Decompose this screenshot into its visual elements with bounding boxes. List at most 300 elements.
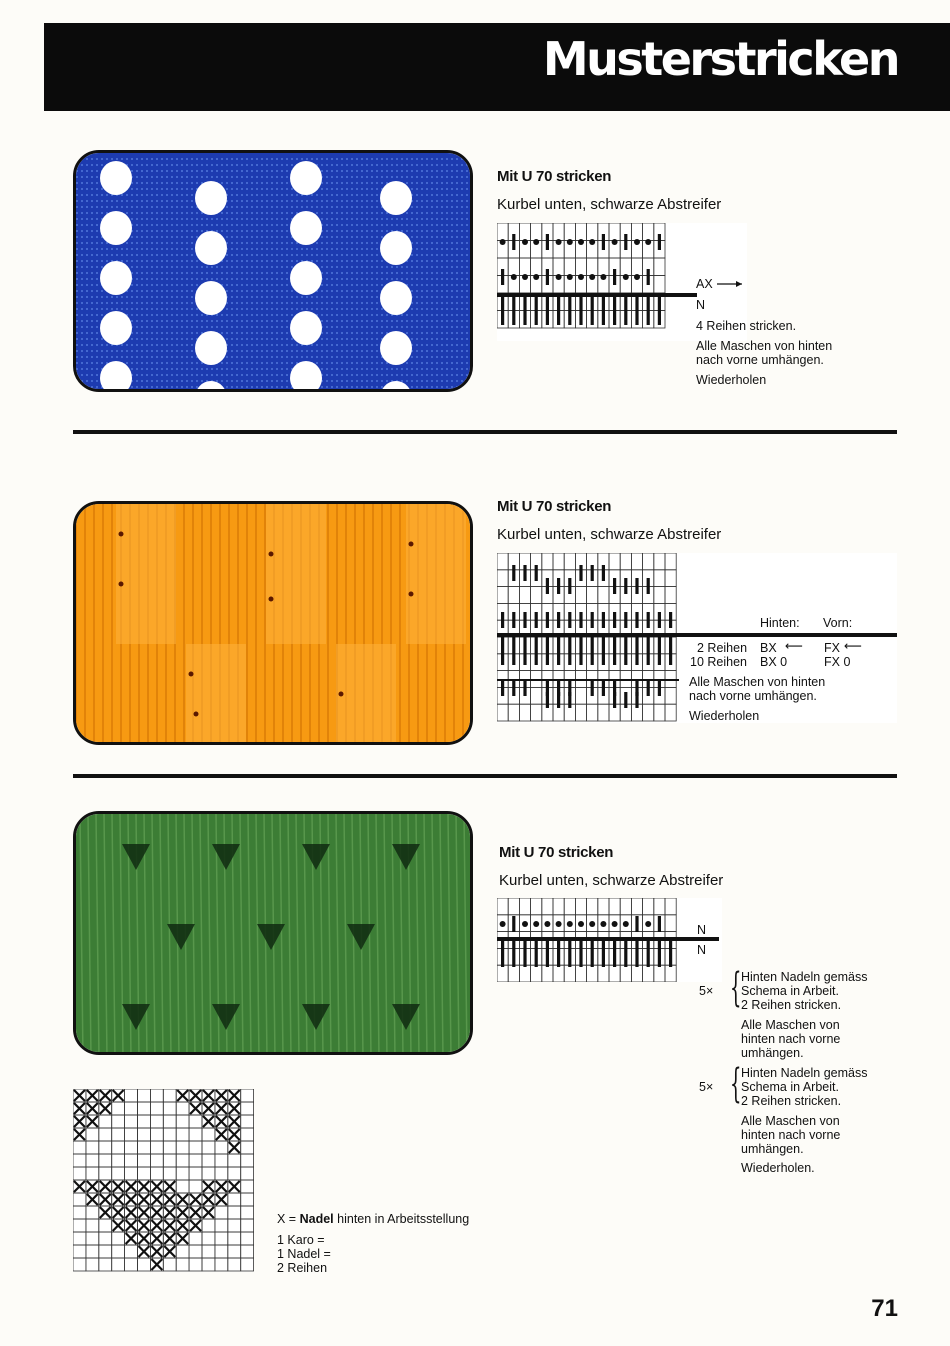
chart2-cell [564, 553, 575, 570]
lace-hole [290, 161, 322, 195]
chart2-cell [531, 687, 542, 704]
chart1-row2-bar [647, 269, 650, 285]
lace-hole [380, 181, 412, 215]
after2-line-3: umhängen. [741, 1142, 804, 1156]
row1-vorn: FX [824, 641, 840, 655]
chart2-row3-bar [535, 612, 538, 628]
heart-cell [215, 1141, 228, 1154]
chart2-cell [620, 553, 631, 570]
heart-cell [125, 1245, 138, 1258]
chart1-row1-dot [578, 239, 584, 245]
heart-cell [112, 1232, 125, 1245]
chart3-row1-dot [600, 921, 606, 927]
heart-cell [202, 1219, 215, 1232]
chart2-needle [557, 637, 560, 665]
heart-cell [163, 1167, 176, 1180]
heart-cell [202, 1128, 215, 1141]
lace-hole [380, 281, 412, 315]
heart-cell [112, 1115, 125, 1128]
heart-cell [189, 1258, 202, 1271]
heart-cell [99, 1141, 112, 1154]
chart2-cell [531, 704, 542, 721]
chart2-row1-bar [523, 565, 526, 581]
heart-cell [112, 1141, 125, 1154]
chart3-needle [501, 941, 504, 967]
heart-cell [215, 1206, 228, 1219]
heart-cell [228, 1245, 241, 1258]
heart-cell [215, 1245, 228, 1258]
chart1-needle [602, 297, 605, 325]
heart-cell [112, 1167, 125, 1180]
chart1-row1-dot [589, 239, 595, 245]
chart2-cell [497, 704, 508, 721]
chart3-cell [620, 898, 631, 915]
chart3-needle [658, 941, 661, 967]
heart-cell [150, 1102, 163, 1115]
chart3-needle [591, 941, 594, 967]
chart2-row3-bar [557, 612, 560, 628]
chart2-cell [575, 587, 586, 604]
heart-cell [163, 1141, 176, 1154]
chart3-cell [542, 898, 553, 915]
heart-cell [73, 1167, 86, 1180]
pattern2-heading: Mit U 70 stricken [497, 498, 612, 515]
heart-cell [99, 1258, 112, 1271]
chart1-needle [635, 297, 638, 325]
chart3-row1-dot [612, 921, 618, 927]
heart-cell [189, 1141, 202, 1154]
heart-cell [86, 1154, 99, 1167]
chart2-row1-bar [535, 565, 538, 581]
chart1-cell [564, 223, 575, 241]
heart-cell [99, 1219, 112, 1232]
chart3-needle [512, 941, 515, 967]
chart3-cell [654, 898, 665, 915]
pattern3-n-label-2: N [697, 943, 707, 957]
chart3-bed-line [497, 937, 719, 941]
chart3-row1-dot [533, 921, 539, 927]
heart-cell [138, 1141, 151, 1154]
chart1-needle [624, 297, 627, 325]
heart-cell [189, 1115, 202, 1128]
heart-cell [215, 1167, 228, 1180]
chart1-row1-bar [658, 234, 661, 250]
lace-hole [100, 311, 132, 345]
chart1-row1-bar [624, 234, 627, 250]
stitch-dot [269, 552, 274, 557]
heart-cell [138, 1115, 151, 1128]
chart3-needle [535, 941, 538, 967]
heart-cell [112, 1102, 125, 1115]
chart1-row1-bar [512, 234, 515, 250]
chart2-cell [609, 553, 620, 570]
chart3-cell [598, 965, 609, 982]
row1-vorn-arrow-icon: ⟵ [844, 638, 862, 653]
chart3-needle [624, 941, 627, 967]
chart3-cell [519, 898, 530, 915]
chart3-row1-dot [556, 921, 562, 927]
page-number: 71 [871, 1295, 898, 1322]
chart2-row3-bar [523, 612, 526, 628]
pattern3-heading: Mit U 70 stricken [499, 844, 614, 861]
chart2-row1-bar [512, 565, 515, 581]
lace-hole [195, 331, 227, 365]
heart-cell [241, 1154, 254, 1167]
chart3-cell [519, 965, 530, 982]
chart2-row3-bar [591, 612, 594, 628]
heart-cell [241, 1102, 254, 1115]
section-divider-1 [73, 430, 897, 434]
stitch-dot [194, 712, 199, 717]
heart-cell [241, 1258, 254, 1271]
block2-line-3: 2 Reihen stricken. [741, 1094, 842, 1108]
heart-cell [99, 1245, 112, 1258]
chart2-row3-bar [501, 612, 504, 628]
lace-hole [100, 161, 132, 195]
after1-line-2: hinten nach vorne [741, 1032, 841, 1046]
heart-cell [73, 1193, 86, 1206]
chart1-needle [658, 297, 661, 325]
chart1-needle [546, 297, 549, 325]
chart1-cell [587, 223, 598, 241]
chart1-needle [647, 297, 650, 325]
heart-cell [112, 1245, 125, 1258]
row2-vorn: FX 0 [824, 655, 851, 669]
chart2-row4-bar [591, 680, 594, 696]
chart2-row2-bar [546, 578, 549, 594]
chart1-needle [591, 297, 594, 325]
chart1-cell [519, 223, 530, 241]
chart3-cell [631, 898, 642, 915]
heart-cell [241, 1219, 254, 1232]
heart-cell [241, 1206, 254, 1219]
chart1-row2-dot [600, 274, 606, 280]
chart2-needle [512, 637, 515, 665]
chart3-cell [497, 898, 508, 915]
chart2-cell [665, 704, 676, 721]
chart3-needle [557, 941, 560, 967]
row1-reihen: 2 Reihen [697, 641, 748, 655]
heart-cell [138, 1167, 151, 1180]
chart1-needle [613, 297, 616, 325]
rib-panel [406, 504, 466, 644]
heart-cell [150, 1154, 163, 1167]
chart2-cell [519, 587, 530, 604]
pattern1-note-4: Wiederholen [696, 373, 767, 387]
chart3-cell [643, 965, 654, 982]
heart-cell [189, 1128, 202, 1141]
chart2-row2-bar [635, 578, 638, 594]
heart-cell [125, 1141, 138, 1154]
block1-line-1: Hinten Nadeln gemäss [741, 970, 868, 984]
chart1-cell [631, 258, 642, 276]
chart3-row1-bar [635, 916, 638, 932]
heart-cell [189, 1180, 202, 1193]
chart3-cell [564, 965, 575, 982]
chart2-needle [624, 637, 627, 665]
heart-cell [125, 1258, 138, 1271]
chart3-needle [579, 941, 582, 967]
lace-hole [380, 231, 412, 265]
chart2-cell [665, 587, 676, 604]
rib-panel [186, 644, 246, 745]
chart3-cell [497, 965, 508, 982]
heart-cell [86, 1245, 99, 1258]
heart-cell [86, 1258, 99, 1271]
pattern1-ax-label: AX [696, 277, 713, 291]
chart1-needle [501, 297, 504, 325]
heart-cell [189, 1245, 202, 1258]
heart-cell [73, 1219, 86, 1232]
chart1-cell [531, 258, 542, 276]
pattern2-note-1: Alle Maschen von hinten [689, 675, 826, 689]
chart3-cell [531, 965, 542, 982]
rib-panel [266, 504, 326, 644]
heart-cell [215, 1258, 228, 1271]
heart-cell [150, 1141, 163, 1154]
chart3-row1-dot [522, 921, 528, 927]
chart3-cell [654, 965, 665, 982]
chart2-row3-bar [669, 612, 672, 628]
heart-cell [189, 1232, 202, 1245]
chart2-needle [613, 637, 616, 665]
heart-cell [176, 1128, 189, 1141]
chart2-cell [497, 587, 508, 604]
chart1-cell [609, 223, 620, 241]
row2-reihen: 10 Reihen [690, 655, 747, 669]
chart2-row3-bar [602, 612, 605, 628]
chart2-cell [531, 587, 542, 604]
legend-x-rest: hinten in Arbeitsstellung [337, 1212, 470, 1226]
chart1-row2-dot [634, 274, 640, 280]
heart-cell [176, 1180, 189, 1193]
knit-photo-blue [73, 150, 473, 392]
heart-cell [138, 1258, 151, 1271]
chart3-cell [564, 898, 575, 915]
heart-cell [241, 1141, 254, 1154]
chart2-row5-bar [557, 692, 560, 708]
heart-cell [125, 1089, 138, 1102]
pattern1-n-label: N [696, 298, 706, 312]
heart-cell [112, 1128, 125, 1141]
lace-hole [100, 211, 132, 245]
chart1-row2-dot [567, 274, 573, 280]
block2-count: 5× [699, 1080, 714, 1094]
heart-cell [138, 1102, 151, 1115]
chart2-cell [631, 553, 642, 570]
col-hinten-label: Hinten: [760, 616, 800, 630]
chart1-row1-dot [645, 239, 651, 245]
chart2-cell [542, 553, 553, 570]
chart2-row4-bar [647, 680, 650, 696]
chart2-row5-bar [546, 692, 549, 708]
legend-x-bold: Nadel [299, 1212, 334, 1226]
chart1-bed-line [497, 293, 697, 297]
heart-cell [163, 1154, 176, 1167]
chart2-needle [523, 637, 526, 665]
heart-cell [176, 1141, 189, 1154]
heart-cell [228, 1193, 241, 1206]
stitch-dot [409, 542, 414, 547]
heart-cell [202, 1167, 215, 1180]
chart1-cell [620, 258, 631, 276]
chart2-cell [508, 587, 519, 604]
chart1-row2-bar [546, 269, 549, 285]
chart1-row2-dot [511, 274, 517, 280]
chart2-cell [654, 704, 665, 721]
block2-brace-icon: { [730, 1061, 742, 1107]
chart1-needle [523, 297, 526, 325]
lace-hole [290, 261, 322, 295]
pattern2-note-2: nach vorne umhängen. [689, 689, 817, 703]
lace-hole [195, 231, 227, 265]
chart2-row4-bar [512, 680, 515, 696]
chart1-needle [568, 297, 571, 325]
lace-hole [290, 311, 322, 345]
chart2-cell [575, 704, 586, 721]
heart-cell [202, 1154, 215, 1167]
chart2-needle [647, 637, 650, 665]
chart3-cell [542, 965, 553, 982]
chart1-cell [575, 258, 586, 276]
col-vorn-label: Vorn: [823, 616, 853, 630]
chart3-cell [665, 898, 676, 915]
chart2-needle [669, 637, 672, 665]
chart2-row3-bar [512, 612, 515, 628]
heart-cell [228, 1219, 241, 1232]
chart1-row2-dot [556, 274, 562, 280]
chart2-cell [665, 570, 676, 587]
chart2-row2-bar [613, 578, 616, 594]
pattern1-heading: Mit U 70 stricken [497, 168, 612, 185]
chart1-cell [519, 258, 530, 276]
chart3-cell [531, 898, 542, 915]
chart3-cell [553, 898, 564, 915]
needle-chart-3 [497, 898, 722, 982]
stitch-dot [409, 592, 414, 597]
chart3-row1-dot [567, 921, 573, 927]
chart1-cell [587, 258, 598, 276]
chart2-cell [654, 587, 665, 604]
chart3-needle [647, 941, 650, 967]
chart1-row1-dot [567, 239, 573, 245]
chart2-row4-bar [658, 680, 661, 696]
chart1-cell [598, 258, 609, 276]
chart1-row2-dot [623, 274, 629, 280]
heart-cell [86, 1219, 99, 1232]
chart1-row1-dot [533, 239, 539, 245]
chart2-row3-bar [579, 612, 582, 628]
stitch-dot [119, 582, 124, 587]
heart-cell [202, 1245, 215, 1258]
pattern3-n-label-1: N [697, 923, 707, 937]
stitch-dot [269, 597, 274, 602]
chart2-needle [635, 637, 638, 665]
chart3-cell [508, 898, 519, 915]
chart1-needle [512, 297, 515, 325]
heart-cell [215, 1219, 228, 1232]
heart-cell [125, 1115, 138, 1128]
rib-panel [336, 644, 396, 745]
heart-cell [176, 1154, 189, 1167]
chart1-row1-bar [546, 234, 549, 250]
chart3-cell [553, 965, 564, 982]
heart-cell [241, 1128, 254, 1141]
chart1-cell [564, 258, 575, 276]
chart2-cell [654, 570, 665, 587]
chart1-row1-dot [634, 239, 640, 245]
chart2-row3-bar [546, 612, 549, 628]
heart-cell [189, 1154, 202, 1167]
heart-cell [163, 1102, 176, 1115]
row1-hinten: BX [760, 641, 777, 655]
after2-line-2: hinten nach vorne [741, 1128, 841, 1142]
chart2-cell [643, 704, 654, 721]
chart1-row1-dot [556, 239, 562, 245]
heart-cell [86, 1128, 99, 1141]
page-title: Musterstricken [542, 32, 898, 86]
heart-cell [99, 1115, 112, 1128]
pattern2-note-3: Wiederholen [689, 709, 760, 723]
heart-cell [228, 1232, 241, 1245]
heart-cell [125, 1154, 138, 1167]
chart1-needle [557, 297, 560, 325]
lace-hole [380, 331, 412, 365]
after2-line-1: Alle Maschen von [741, 1114, 840, 1128]
chart2-needle [591, 637, 594, 665]
chart3-cell [620, 965, 631, 982]
chart1-cell [654, 276, 665, 294]
heart-x-chart [73, 1089, 254, 1272]
chart3-needle [669, 941, 672, 967]
row2-hinten: BX 0 [760, 655, 788, 669]
chart3-row1-dot [544, 921, 550, 927]
heart-cell [241, 1232, 254, 1245]
chart1-cell [531, 223, 542, 241]
chart2-cell [587, 704, 598, 721]
chart1-needle [579, 297, 582, 325]
stitch-dot [119, 532, 124, 537]
after1-line-3: umhängen. [741, 1046, 804, 1060]
chart2-row2-bar [568, 578, 571, 594]
stitch-dot [189, 672, 194, 677]
chart2-needle [546, 637, 549, 665]
legend-line-3: 2 Reihen [277, 1261, 328, 1275]
block1-line-3: 2 Reihen stricken. [741, 998, 842, 1012]
heart-cell [86, 1206, 99, 1219]
legend-line-2: 1 Nadel = [277, 1247, 331, 1261]
chart1-row2-dot [589, 274, 595, 280]
chart2-cell [497, 570, 508, 587]
heart-cell [202, 1232, 215, 1245]
heart-cell [176, 1102, 189, 1115]
chart2-bed-line [497, 633, 897, 637]
chart1-needle [535, 297, 538, 325]
lace-hole [195, 181, 227, 215]
chart2-row5-bar [613, 692, 616, 708]
rib-panel [116, 504, 176, 644]
chart2-row3-bar [568, 612, 571, 628]
chart2-cell [508, 704, 519, 721]
chart2-needle [579, 637, 582, 665]
heart-cell [202, 1141, 215, 1154]
legend-x-meaning [277, 1212, 469, 1226]
chart1-row1-dot [500, 239, 506, 245]
chart2-cell [598, 704, 609, 721]
heart-cell [189, 1167, 202, 1180]
chart1-cell [508, 258, 519, 276]
heart-cell [202, 1258, 215, 1271]
